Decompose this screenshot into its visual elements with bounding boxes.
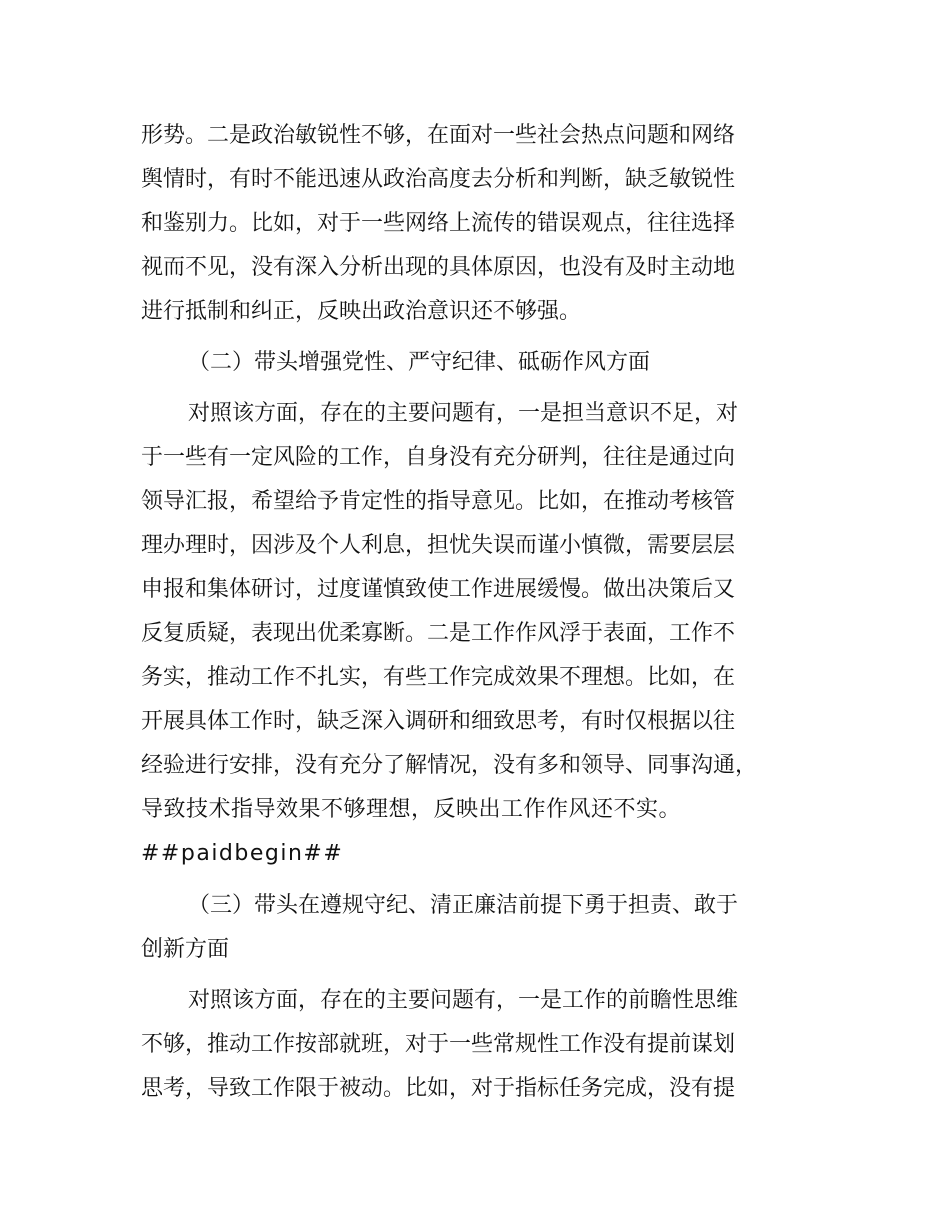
paragraph-line: 经验进行安排，没有充分了解情况，没有多和领导、同事沟通， [141,753,758,778]
paragraph-line: 形势。二是政治敏锐性不够，在面对一些社会热点问题和网络 [141,123,736,148]
paragraph-line: 进行抵制和纠正，反映出政治意识还不够强。 [141,299,582,324]
paragraph-line: 视而不见，没有深入分析出现的具体原因，也没有及时主动地 [141,255,736,280]
paragraph-line: 理办理时，因涉及个人利息，担忧失误而谨小慎微，需要层层 [141,533,736,558]
paragraph-line: 于一些有一定风险的工作，自身没有充分研判，往往是通过向 [141,445,736,470]
paragraph-line: 舆情时，有时不能迅速从政治高度去分析和判断，缺乏敏锐性 [141,167,736,192]
paragraph-line: 和鉴别力。比如，对于一些网络上流传的错误观点，往往选择 [141,211,736,236]
paid-begin-marker: ##paidbegin## [141,841,344,866]
section-heading-3: （三）带头在遵规守纪、清正廉洁前提下勇于担责、敢于 [188,893,739,918]
paragraph-line: 对照该方面，存在的主要问题有，一是担当意识不足，对 [188,401,739,426]
paragraph-line: 思考，导致工作限于被动。比如，对于指标任务完成，没有提 [141,1076,736,1101]
paragraph-line: 不够，推动工作按部就班，对于一些常规性工作没有提前谋划 [141,1032,736,1057]
paragraph-line: 申报和集体研讨，过度谨慎致使工作进展缓慢。做出决策后又 [141,577,736,602]
paragraph-line: 务实，推动工作不扎实，有些工作完成效果不理想。比如，在 [141,665,736,690]
paragraph-line: 反复质疑，表现出优柔寡断。二是工作作风浮于表面，工作不 [141,621,736,646]
paragraph-line: 领导汇报，希望给予肯定性的指导意见。比如，在推动考核管 [141,489,736,514]
section-heading-3-continued: 创新方面 [141,937,230,962]
paragraph-line: 导致技术指导效果不够理想，反映出工作作风还不实。 [141,797,682,822]
paragraph-line: 对照该方面，存在的主要问题有，一是工作的前瞻性思维 [188,988,739,1013]
section-heading-2: （二）带头增强党性、严守纪律、砥砺作风方面 [188,350,651,375]
paragraph-line: 开展具体工作时，缺乏深入调研和细致思考，有时仅根据以往 [141,709,736,734]
